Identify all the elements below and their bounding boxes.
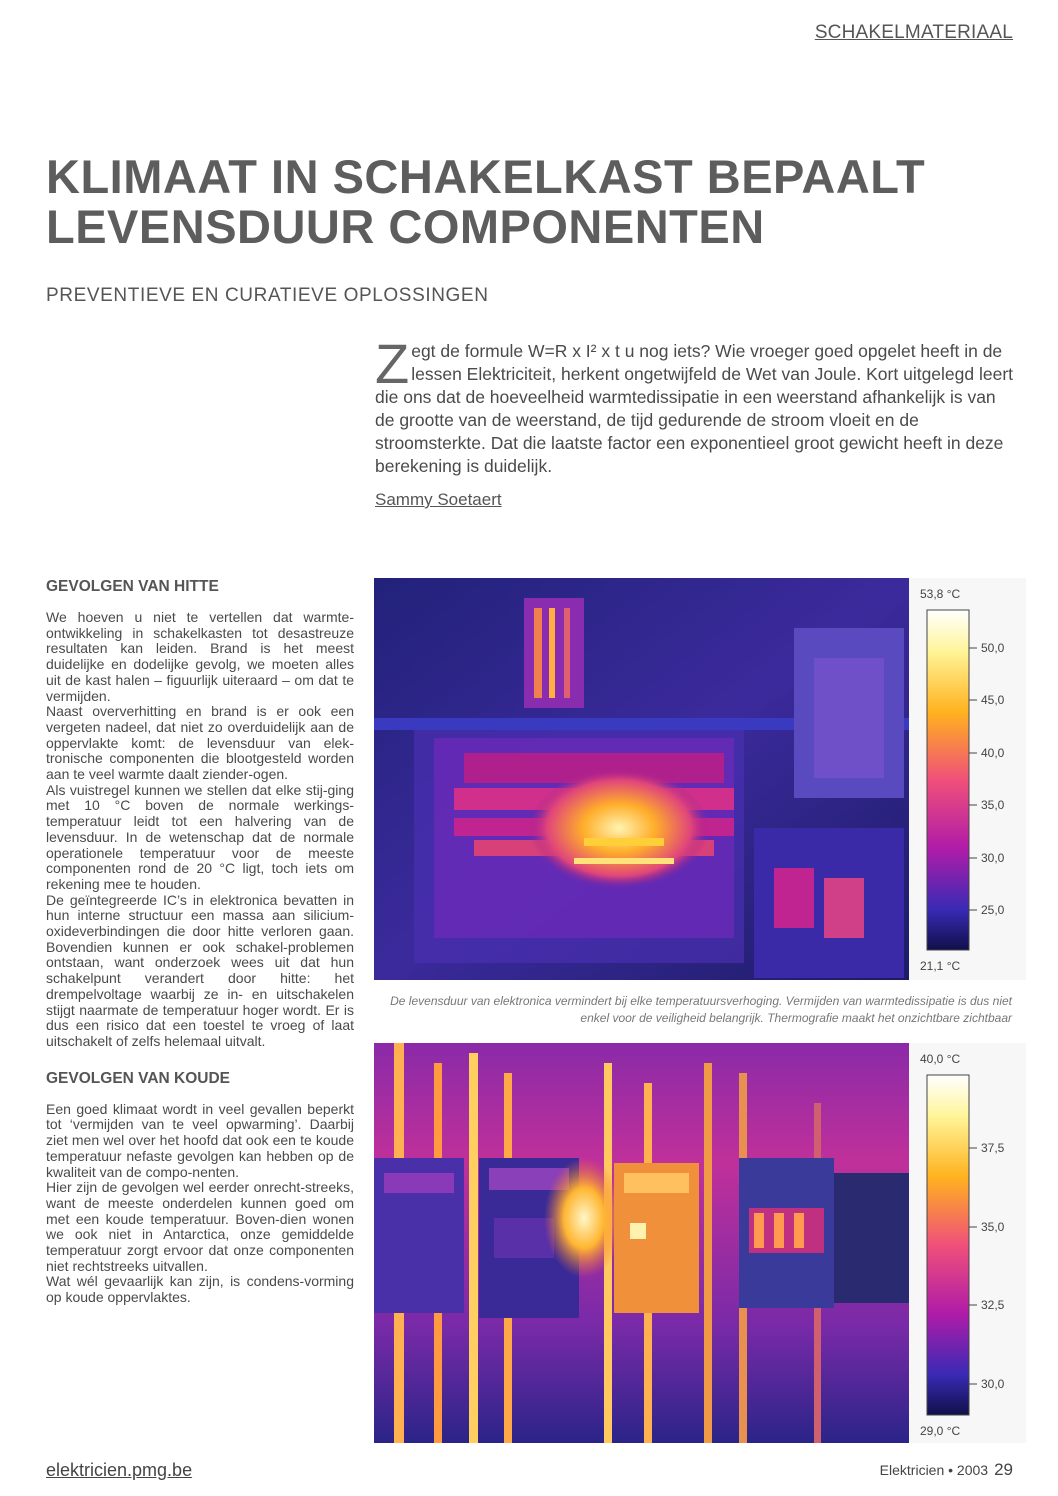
scale-min-label: 21,1 °C [920, 959, 961, 973]
scale-tick-label: 37,5 [981, 1141, 1005, 1155]
intro-text: egt de formule W=R x I² x t u nog iets? Wie vroeger goed opgelet heeft in de lessen Elektriciteit, herkent ongetwijfeld de Wet van Joule. Kort uitgelegd leert die ons dat de hoeveelheid warmtedissipatie in een weerstand afhankelijk is van de grootte van de weerstand, de tijd gedurende de stroom vloeit en de stroomsterkte. Dat die laatste factor een exponentieel groot gewicht heeft in deze berekening is duidelijk. [375, 341, 1014, 476]
publication-label: Elektricien • 2003 [879, 1462, 989, 1478]
intro-paragraph [375, 332, 1015, 478]
scale-tick-label: 50,0 [981, 641, 1005, 655]
scale-tick-label: 35,0 [981, 798, 1005, 812]
paragraph: Hier zijn de gevolgen wel eerder onrecht-streeks, want de meeste onderdelen kunnen goed om met een koude temperatuur. Boven-dien wonen we ook niet in Antarctica, onze gemiddelde temperatuur zorgt ervoor dat onze componenten niet rechtstreeks uitvallen. [46, 1179, 354, 1274]
scale-tick-label: 30,0 [981, 1377, 1005, 1391]
paragraph: Wat wél gevaarlijk kan zijn, is condens-vorming op koude oppervlaktes. [46, 1273, 354, 1306]
figure-caption: De levensduur van elektronica vermindert bij elke temperatuursverhoging. Vermijden van warmtedissipatie is dus niet enkel voor de veiligheid belangrijk. Thermografie maakt het onzichtbare zichtbaar [390, 994, 1012, 1025]
thermal-image-switchboard [374, 578, 1026, 980]
section-heading-cold: GEVOLGEN VAN KOUDE [46, 1069, 231, 1087]
footer-website-link[interactable]: elektricien.pmg.be [46, 1460, 193, 1480]
scale-tick-label: 25,0 [981, 903, 1005, 917]
paragraph: Naast oververhitting en brand is er ook een vergeten nadeel, dat niet zo overduidelijk aan de oppervlakte komt: de levensduur van elek-tronische componenten die blootgesteld worden aan te veel warmte daalt ziender-ogen. [46, 703, 354, 783]
section-tag: SCHAKELMATERIAAL [814, 22, 1013, 43]
paragraph: Als vuistregel kunnen we stellen dat elke stij-ging met 10 °C boven de normale werkings-temperatuur leidt tot een halvering van de levensduur. In de wetenschap dat de normale operationele temperatuur voor de meeste componenten rond de 20 °C ligt, toch iets om rekening mee te houden. [46, 781, 354, 892]
thermal-image-contactors [374, 1043, 1026, 1443]
body-column [46, 578, 354, 1306]
dropcap: Z [375, 332, 410, 395]
scale-max-label: 40,0 °C [920, 1052, 961, 1066]
thermal-image-1-graphic [374, 578, 1026, 980]
scale-max-label: 53,8 °C [920, 587, 961, 601]
scale-tick-label: 40,0 [981, 746, 1005, 760]
author-byline: Sammy Soetaert [375, 490, 502, 509]
page-number: 29 [994, 1460, 1013, 1479]
article-subtitle: PREVENTIEVE EN CURATIEVE OPLOSSINGEN [46, 285, 489, 306]
thermal-image-2-graphic [374, 1043, 1026, 1443]
paragraph: De geïntegreerde IC’s in elektronica bevatten in hun interne structuur een massa aan silicium-oxideverbindingen die door hitte verloren gaan. Bovendien kunnen er ook schakel-problemen ontstaan, want onderzoek wees uit dat hun schakelpunt verandert door hitte: het drempelvoltage waarbij ze in- en uitschakelen stijgt naarmate de temperatuur hoger wordt. Er is dus een risico dat een toestel te vroeg of laat uitschakelt of zelfs helemaal uitvalt. [46, 891, 354, 1049]
scale-tick-label: 35,0 [981, 1220, 1005, 1234]
section-heading-heat: GEVOLGEN VAN HITTE [46, 578, 219, 595]
article-title [46, 152, 1006, 252]
scale-min-label: 29,0 °C [920, 1424, 961, 1438]
paragraph: We hoeven u niet te vertellen dat warmte-ontwikkeling in schakelkasten tot desastreuze resultaten kan leiden. Brand is het meest duidelijke en dodelijke gevolg, we moeten alles uit de kast halen – figuurlijk uiteraard – om dat te vermijden. [46, 609, 354, 704]
scale-tick-label: 32,5 [981, 1298, 1005, 1312]
paragraph: Een goed klimaat wordt in veel gevallen beperkt tot ‘vermijden van te veel opwarming’. Daarbij ziet men wel over het hoofd dat ook een te koude temperatuur nefaste gevolgen kan hebben op de kwaliteit van de compo-nenten. [46, 1100, 354, 1180]
footer-publication [880, 1460, 1013, 1480]
scale-tick-label: 45,0 [981, 693, 1005, 707]
title-line-1: KLIMAAT IN SCHAKELKAST BEPAALT [46, 150, 926, 203]
title-line-2: LEVENSDUUR COMPONENTEN [46, 200, 765, 253]
scale-tick-label: 30,0 [981, 851, 1005, 865]
